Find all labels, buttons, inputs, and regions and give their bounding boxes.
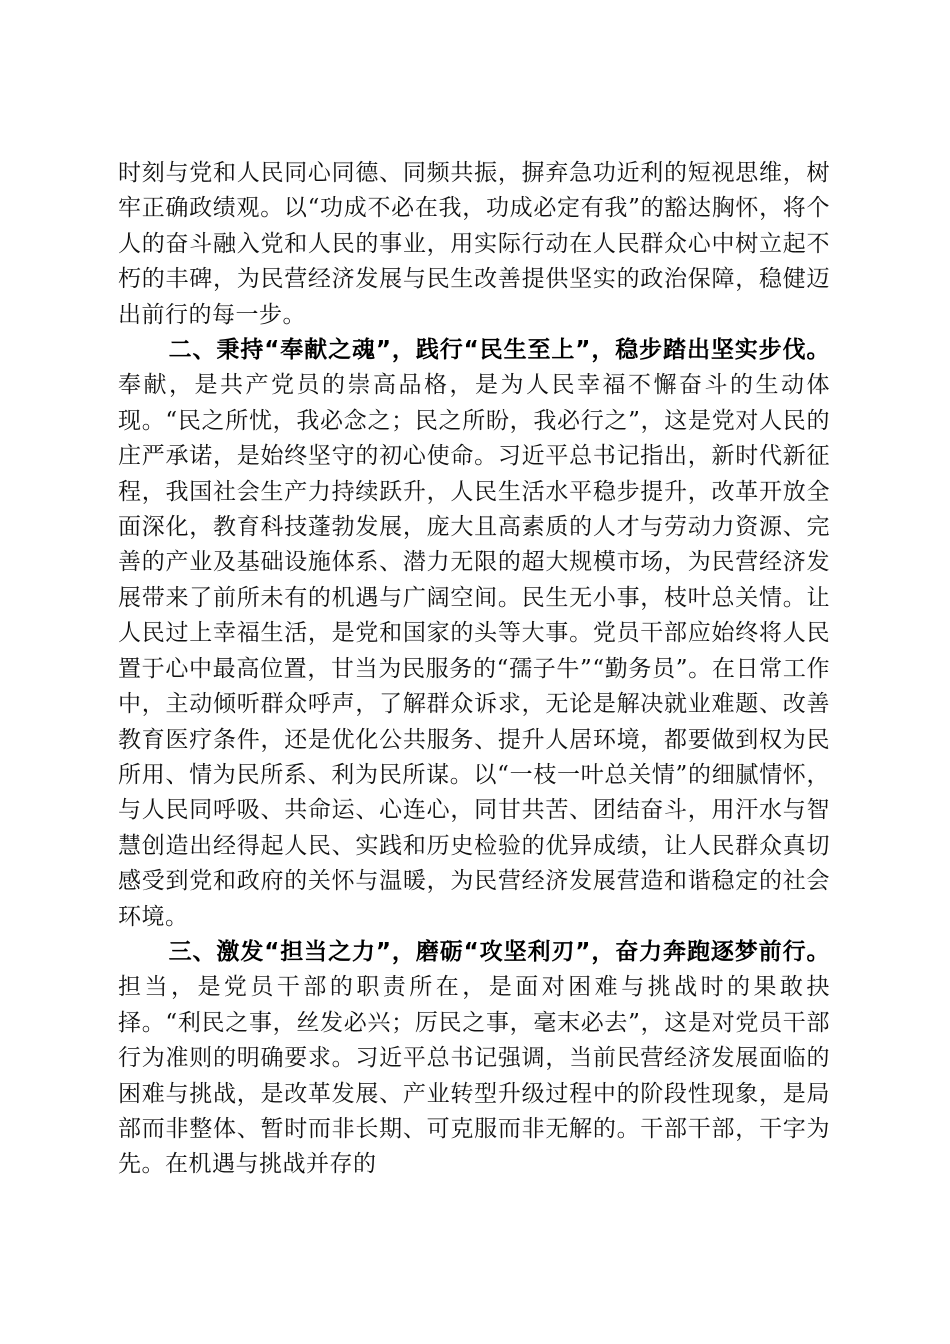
paragraph-text: 担当，是党员干部的职责所在，是面对困难与挑战时的果敢抉择。“利民之事，丝发必兴；厉民之事，毫末必去”，这是对党员干部行为准则的明确要求。习近平总书记强调，当前民营经济发展面临的困难与挑战，是改革发展、产业转型升级过程中的阶段性现象，是局部而非整体、暂时而非长期、可克服而非无解的。干部干部，干字为先。在机遇与挑战并存的	[118, 974, 830, 1178]
section-heading: 三、激发“担当之力”，磨砺“攻坚利刃”，奋力奔跑逐梦前行。	[168, 938, 830, 965]
paragraph-text: 时刻与党和人民同心同德、同频共振，摒弃急功近利的短视思维，树牢正确政绩观。以“功成不必在我，功成必定有我”的豁达胸怀，将个人的奋斗融入党和人民的事业，用实际行动在人民群众心中树立起不朽的丰碑，为民营经济发展与民生改善提供坚实的政治保障，稳健迈出前行的每一步。	[118, 160, 830, 328]
paragraph-section-two	[118, 333, 830, 935]
section-heading: 二、秉持“奉献之魂”，践行“民生至上”，稳步踏出坚实步伐。	[168, 337, 830, 364]
paragraph-text: 奉献，是共产党员的崇高品格，是为人民幸福不懈奋斗的生动体现。“民之所忧，我必念之；民之所盼，我必行之”，这是党对人民的庄严承诺，是始终坚守的初心使命。习近平总书记指出，新时代新征程，我国社会生产力持续跃升，人民生活水平稳步提升，改革开放全面深化，教育科技蓬勃发展，庞大且高素质的人才与劳动力资源、完善的产业及基础设施体系、潜力无限的超大规模市场，为民营经济发展带来了前所未有的机遇与广阔空间。民生无小事，枝叶总关情。让人民过上幸福生活，是党和国家的头等大事。党员干部应始终将人民置于心中最高位置，甘当为民服务的“孺子牛”“勤务员”。在日常工作中，主动倾听群众呼声，了解群众诉求，无论是解决就业难题、改善教育医疗条件，还是优化公共服务、提升人居环境，都要做到权为民所用、情为民所系、利为民所谋。以“一枝一叶总关情”的细腻情怀，与人民同呼吸、共命运、心连心，同甘共苦、团结奋斗，用汗水与智慧创造出经得起人民、实践和历史检验的优异成绩，让人民群众真切感受到党和政府的关怀与温暖，为民营经济发展营造和谐稳定的社会环境。	[118, 372, 830, 930]
document-body	[118, 156, 830, 1183]
paragraph-section-three	[118, 935, 830, 1183]
paragraph-continuation	[118, 156, 830, 333]
